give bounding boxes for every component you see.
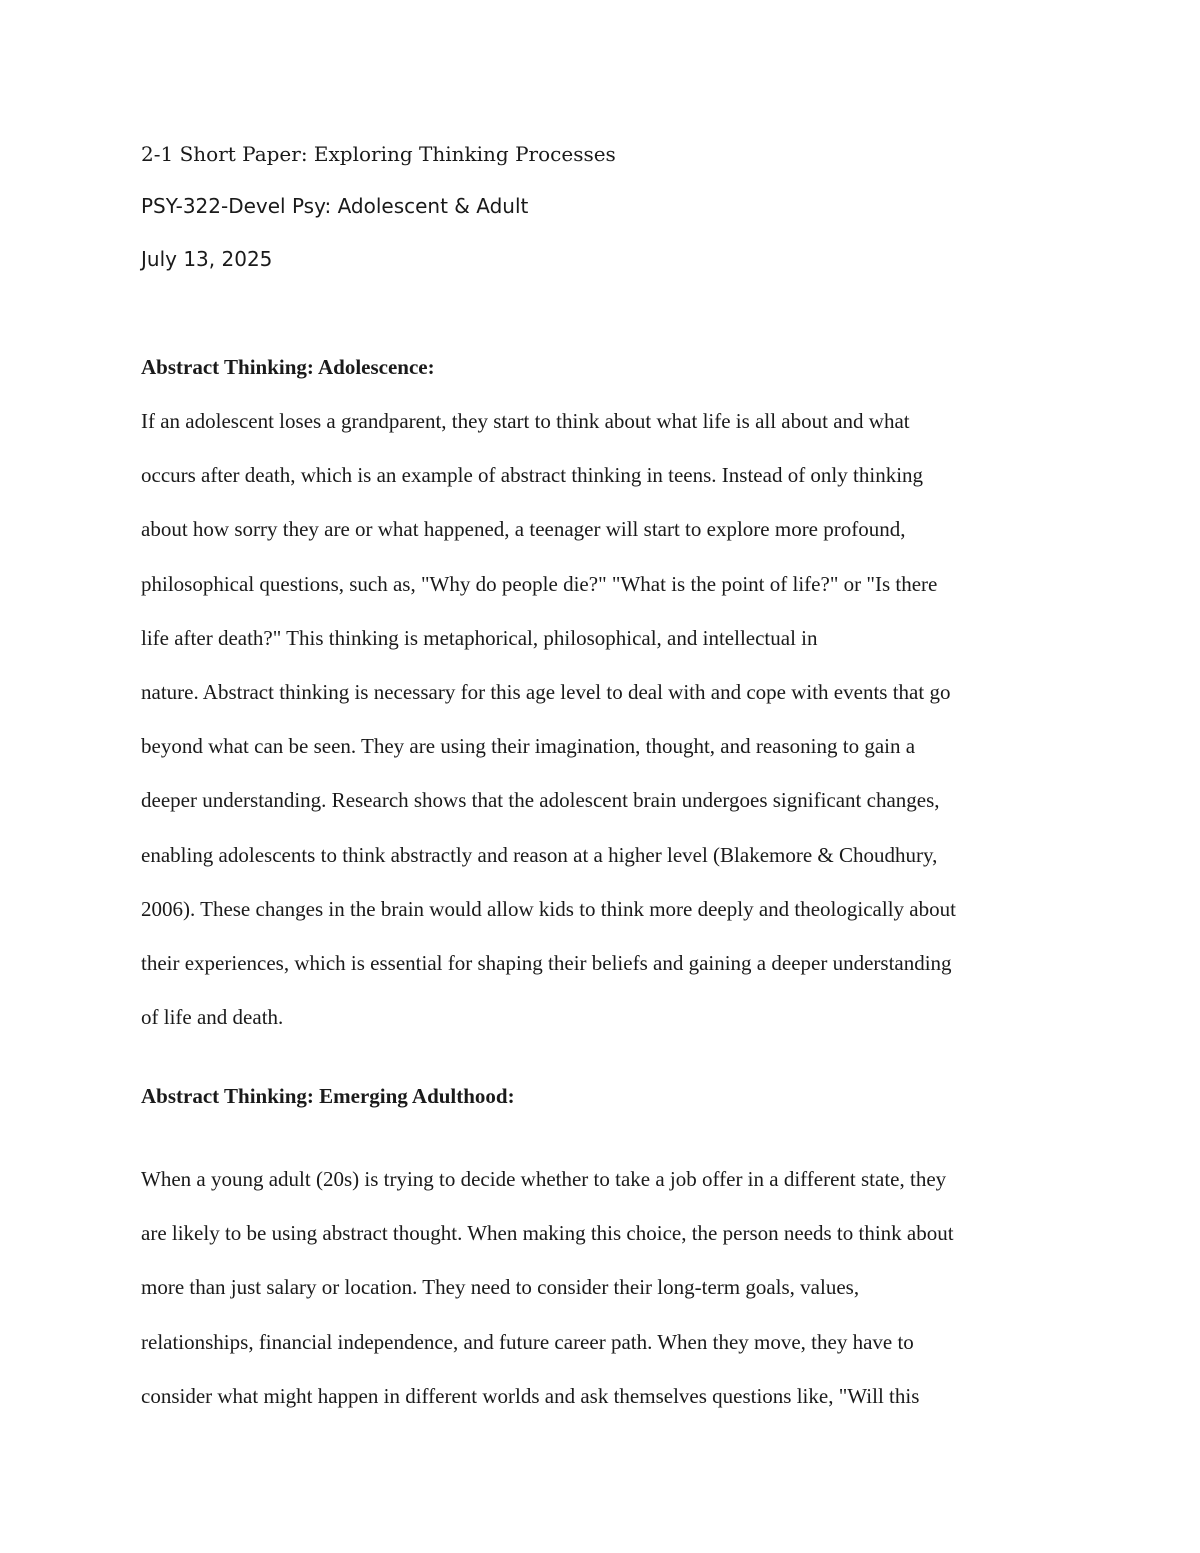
paragraph-line: of life and death. (141, 1005, 284, 1030)
course-name: PSY-322-Devel Psy: Adolescent & Adult (141, 194, 529, 218)
section-heading-adolescence: Abstract Thinking: Adolescence: (141, 355, 435, 379)
paragraph-line: more than just salary or location. They need to consider their long-term goals, values, (141, 1275, 860, 1300)
paragraph-line: If an adolescent loses a grandparent, they start to think about what life is all about and what (141, 409, 910, 433)
paragraph-line: deeper understanding. Research shows that the adolescent brain undergoes significant changes, (141, 788, 940, 813)
paragraph-line: about how sorry they are or what happened, a teenager will start to explore more profound, (141, 517, 906, 542)
paragraph-line: life after death?" This thinking is metaphorical, philosophical, and intellectual in (141, 625, 818, 650)
paragraph-line: consider what might happen in different worlds and ask themselves questions like, "Will this (141, 1383, 920, 1408)
paragraph-line: enabling adolescents to think abstractly and reason at a higher level (Blakemore & Choudhury, (141, 842, 938, 867)
section-heading-emerging-adulthood: Abstract Thinking: Emerging Adulthood: (141, 1084, 515, 1108)
paragraph-emerging-adulthood (141, 1167, 1071, 1438)
paragraph-line: beyond what can be seen. They are using their imagination, thought, and reasoning to gain a (141, 734, 916, 759)
paragraph-adolescence (141, 409, 1071, 1059)
paragraph-line: relationships, financial independence, and future career path. When they move, they have to (141, 1329, 914, 1354)
paragraph-line: occurs after death, which is an example of abstract thinking in teens. Instead of only thinking (141, 463, 924, 488)
paragraph-line: 2006). These changes in the brain would allow kids to think more deeply and theologically about (141, 896, 956, 921)
paragraph-line: philosophical questions, such as, "Why do people die?" "What is the point of life?" or "Is there (141, 571, 938, 596)
paragraph-line: nature. Abstract thinking is necessary for this age level to deal with and cope with events that go (141, 679, 951, 704)
paper-date: July 13, 2025 (141, 247, 273, 271)
paragraph-line: When a young adult (20s) is trying to decide whether to take a job offer in a different state, they (141, 1167, 947, 1191)
paragraph-line: their experiences, which is essential for shaping their beliefs and gaining a deeper understanding (141, 950, 952, 975)
paragraph-line: are likely to be using abstract thought. When making this choice, the person needs to think about (141, 1221, 954, 1246)
paper-title: 2-1 Short Paper: Exploring Thinking Processes (141, 142, 616, 166)
